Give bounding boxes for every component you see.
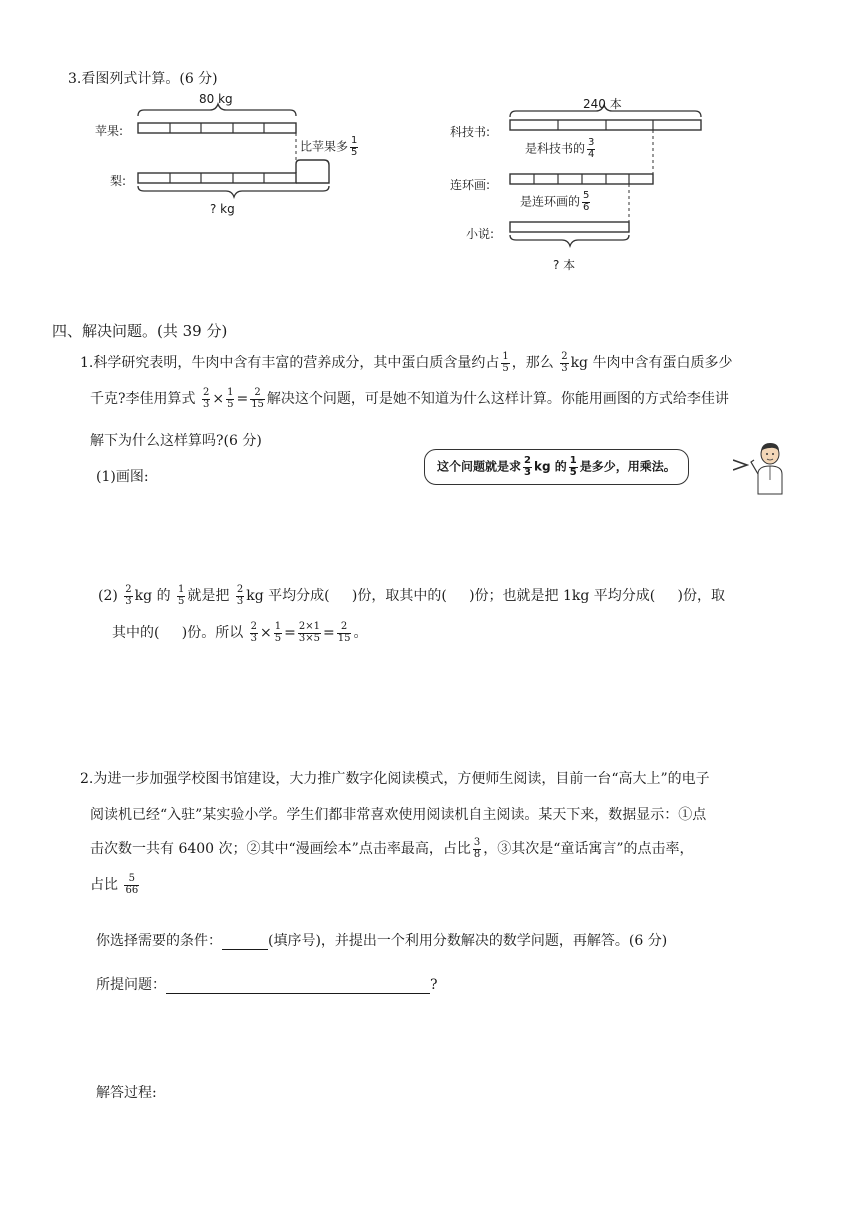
apple-top-label: 80 kg	[199, 92, 233, 106]
teacher-illustration	[748, 440, 788, 496]
comic-label: 连环画:	[450, 178, 491, 192]
books-diagram	[500, 92, 710, 262]
q1-part2-line2: 其中的( )份。所以 $\frac{2}{3}$ × $\frac{1}{5}$ = $\frac{2\times 1}{3\times 5}$ = $\frac{2}{15}$ 。	[112, 621, 368, 644]
pear-bottom-brace	[138, 186, 329, 197]
q2-choose-conditions: 你选择需要的条件： (填序号)，并提出一个利用分数解决的数学问题，再解答。(6 分)	[96, 933, 668, 949]
q2-line3: 击次数一共有 6400 次；②其中“漫画绘本”点击率最高，占比 $\frac{3}{8}$ ，③其次是“童话寓言”的点击率，	[90, 837, 694, 860]
apple-label: 苹果:	[95, 124, 124, 138]
novel-bar	[510, 222, 629, 232]
sci-relation-fraction: $\frac{3}{4}$	[588, 137, 595, 160]
q2-problem: 所提问题： ?	[96, 977, 438, 993]
q2-solution-label: 解答过程:	[96, 1085, 157, 1101]
q1-part1-label: (1)画图:	[96, 469, 149, 485]
q2-line2: 阅读机已经“入驻”某实验小学。学生们都非常喜欢使用阅读机自主阅读。某天下来，数据显示：①点	[90, 807, 707, 823]
more-than-apple: 比苹果多 $\frac{1}{5}$	[300, 135, 358, 158]
q1-line1: 1.科学研究表明，牛肉中含有丰富的营养成分，其中蛋白质含量约占 $\frac{1}{5}$ ，那么 $\frac{2}{3}$ kg 牛肉中含有蛋白质多少	[80, 351, 733, 374]
q1-line3: 解下为什么这样算吗?(6 分)	[90, 433, 262, 449]
novel-bottom-brace	[510, 235, 629, 246]
problem-blank[interactable]	[166, 977, 430, 994]
sci-top-label: 240 本	[583, 97, 622, 111]
section3-title: 3.看图列式计算。(6 分)	[68, 71, 218, 87]
q2-line4: 占比 $\frac{5}{66}$	[90, 873, 139, 896]
pear-extra-segment	[296, 160, 329, 183]
q2-line1: 2.为进一步加强学校图书馆建设，大力推广数字化阅读模式，方便师生阅读，目前一台“高大上”的电子	[80, 771, 710, 787]
q1-line2: 千克?李佳用算式 $\frac{2}{3}$ × $\frac{1}{5}$ = $\frac{2}{15}$ 解决这个问题，可是她不知道为什么这样计算。你能用画图的方式给李佳讲	[90, 387, 729, 410]
more-fraction: $\frac{1}{5}$	[351, 135, 358, 158]
comic-relation-fraction: $\frac{5}{6}$	[583, 190, 590, 213]
condition-blank[interactable]	[222, 933, 268, 950]
sci-relation: 是科技书的 $\frac{3}{4}$	[525, 137, 595, 160]
sci-label: 科技书:	[450, 125, 491, 139]
novel-question: ? 本	[553, 258, 576, 272]
pear-question: ? kg	[210, 202, 235, 216]
section4-title: 四、解决问题。(共 39 分)	[52, 322, 228, 340]
hint-speech-bubble: 这个问题就是求 $\frac{2}{3}$ kg 的 $\frac{1}{5}$ 是多少，用乘法。	[424, 449, 689, 485]
apple-bar	[138, 123, 296, 133]
q1-part2-line1: (2) $\frac{2}{3}$ kg 的 $\frac{1}{5}$ 就是把 $\frac{2}{3}$ kg 平均分成( )份，取其中的( )份；也就是把 1kg 平均分成( )份，取	[98, 584, 725, 607]
bubble-tail	[733, 458, 749, 472]
novel-label: 小说:	[466, 227, 495, 241]
comic-relation: 是连环画的 $\frac{5}{6}$	[520, 190, 590, 213]
pear-bar	[138, 173, 296, 183]
pear-label: 梨:	[110, 174, 127, 188]
